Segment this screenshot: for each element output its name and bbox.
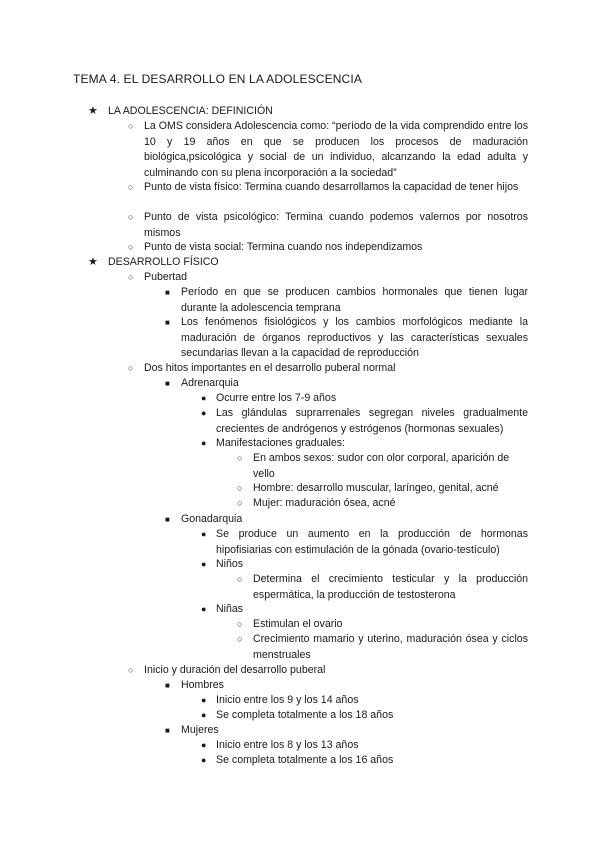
disc-bullet-icon: ● [201,408,207,418]
list-item [201,738,528,754]
list-item-text: Gonadarquia [181,513,243,525]
circle-bullet-icon: ○ [237,453,243,463]
list-item-heading [88,104,528,120]
circle-bullet-icon: ○ [128,272,134,282]
disc-bullet-icon: ● [201,438,207,448]
list-item-text: Hombres [181,679,224,691]
list-item [237,451,528,482]
square-bullet-icon: ■ [165,681,170,690]
circle-bullet-icon: ○ [237,634,243,644]
list-item [128,361,528,377]
list-item [201,527,528,558]
circle-bullet-icon: ○ [237,619,243,629]
circle-bullet-icon: ○ [128,665,134,675]
list-item-text: Mujer: maduración ósea, acné [253,497,396,509]
star-bullet-icon: ★ [88,105,98,117]
disc-bullet-icon: ● [201,755,207,765]
list-item-text: Hombre: desarrollo muscular, laríngeo, genital, acné [253,482,499,494]
list-item-text: En ambos sexos: sudor con olor corporal, aparición de vello [253,452,510,480]
list-item [201,602,528,618]
list-item [128,663,528,679]
list-item-text: Se completa totalmente a los 18 años [216,709,394,721]
disc-bullet-icon: ● [201,740,207,750]
list-item-text: Niñas [216,603,244,615]
list-item [237,572,528,603]
disc-bullet-icon: ● [201,695,207,705]
list-item-text: Punto de vista social: Termina cuando nos independizamos [144,241,423,253]
list-item-text: Dos hitos importantes en el desarrollo puberal normal [144,362,396,374]
list-item [165,512,528,528]
list-item [201,708,528,724]
list-item-text: Punto de vista físico: Termina cuando desarrollamos la capacidad de tener hijos [144,181,519,193]
document-title: TEMA 4. EL DESARROLLO EN LA ADOLESCENCIA [73,72,362,86]
list-item-text: Inicio entre los 8 y los 13 años [216,739,359,751]
list-item-text: Determina el crecimiento testicular y la producción espermática, la producción de testosterona [253,573,528,601]
list-item-text: DESARROLLO FÍSICO [108,256,219,268]
list-item [237,496,528,512]
list-item-text: Inicio y duración del desarrollo puberal [144,664,326,676]
list-item-text: Las glándulas suprarrenales segregan niveles gradualmente crecientes de andrógenos y estrógenos (hormonas sexuales) [216,407,528,435]
circle-bullet-icon: ○ [128,182,134,192]
list-item-text: Mujeres [181,724,219,736]
list-item-text: Período en que se producen cambios hormonales que tienen lugar durante la adolescencia temprana [181,286,528,314]
list-item-text: Punto de vista psicológico: Termina cuando podemos valernos por nosotros mismos [144,211,528,239]
list-item-text: La OMS considera Adolescencia como: “período de la vida comprendido entre los 10 y 19 años en que se producen los procesos de maduración biológica,psicológica y social de un individuo, alcanzando la edad adulta y culminando con su plena incorporación a la sociedad” [144,120,528,179]
list-item-text: LA ADOLESCENCIA: DEFINICIÓN [108,105,273,117]
list-item-text: Pubertad [144,271,187,283]
circle-bullet-icon: ○ [128,363,134,373]
square-bullet-icon: ■ [165,379,170,388]
list-item-text: Se completa totalmente a los 16 años [216,754,394,766]
list-item [128,119,528,181]
list-item [237,481,528,497]
list-item [237,632,528,663]
square-bullet-icon: ■ [165,318,170,327]
list-item [128,270,528,286]
disc-bullet-icon: ● [201,559,207,569]
circle-bullet-icon: ○ [237,483,243,493]
circle-bullet-icon: ○ [237,574,243,584]
circle-bullet-icon: ○ [128,121,134,131]
disc-bullet-icon: ● [201,604,207,614]
square-bullet-icon: ■ [165,288,170,297]
list-item [237,617,528,633]
list-item [165,315,528,362]
circle-bullet-icon: ○ [128,212,134,222]
list-item-text: Inicio entre los 9 y los 14 años [216,694,359,706]
circle-bullet-icon: ○ [128,242,134,252]
circle-bullet-icon: ○ [237,498,243,508]
disc-bullet-icon: ● [201,393,207,403]
disc-bullet-icon: ● [201,529,207,539]
list-item-text: Crecimiento mamario y uterino, maduración ósea y ciclos menstruales [253,633,528,661]
list-item-text: Ocurre entre los 7-9 años [216,392,337,404]
list-item [201,693,528,709]
list-item [201,753,528,769]
list-item [201,406,528,437]
list-item [165,376,528,392]
list-item-text: Niños [216,558,244,570]
list-item-text: Manifestaciones graduales: [216,437,345,449]
square-bullet-icon: ■ [165,515,170,524]
square-bullet-icon: ■ [165,726,170,735]
list-item-text: Se produce un aumento en la producción de hormonas hipofisiarias con estimulación de la gónada (ovario-testículo) [216,528,528,556]
list-item [201,391,528,407]
list-item [165,723,528,739]
list-item [165,285,528,316]
disc-bullet-icon: ● [201,710,207,720]
list-item [165,678,528,694]
list-item-text: Adrenarquia [181,377,239,389]
list-item [201,557,528,573]
list-item-text: Estimulan el ovario [253,618,343,630]
list-item-heading [88,255,528,271]
list-item [128,210,528,241]
list-item [128,240,528,256]
list-item [201,436,528,452]
star-bullet-icon: ★ [88,256,98,268]
list-item-text: Los fenómenos fisiológicos y los cambios morfológicos mediante la maduración de órganos reproductivos y las características sexuales secundarias llevan a la capacidad de reproducción [181,316,528,359]
list-item [128,180,528,196]
